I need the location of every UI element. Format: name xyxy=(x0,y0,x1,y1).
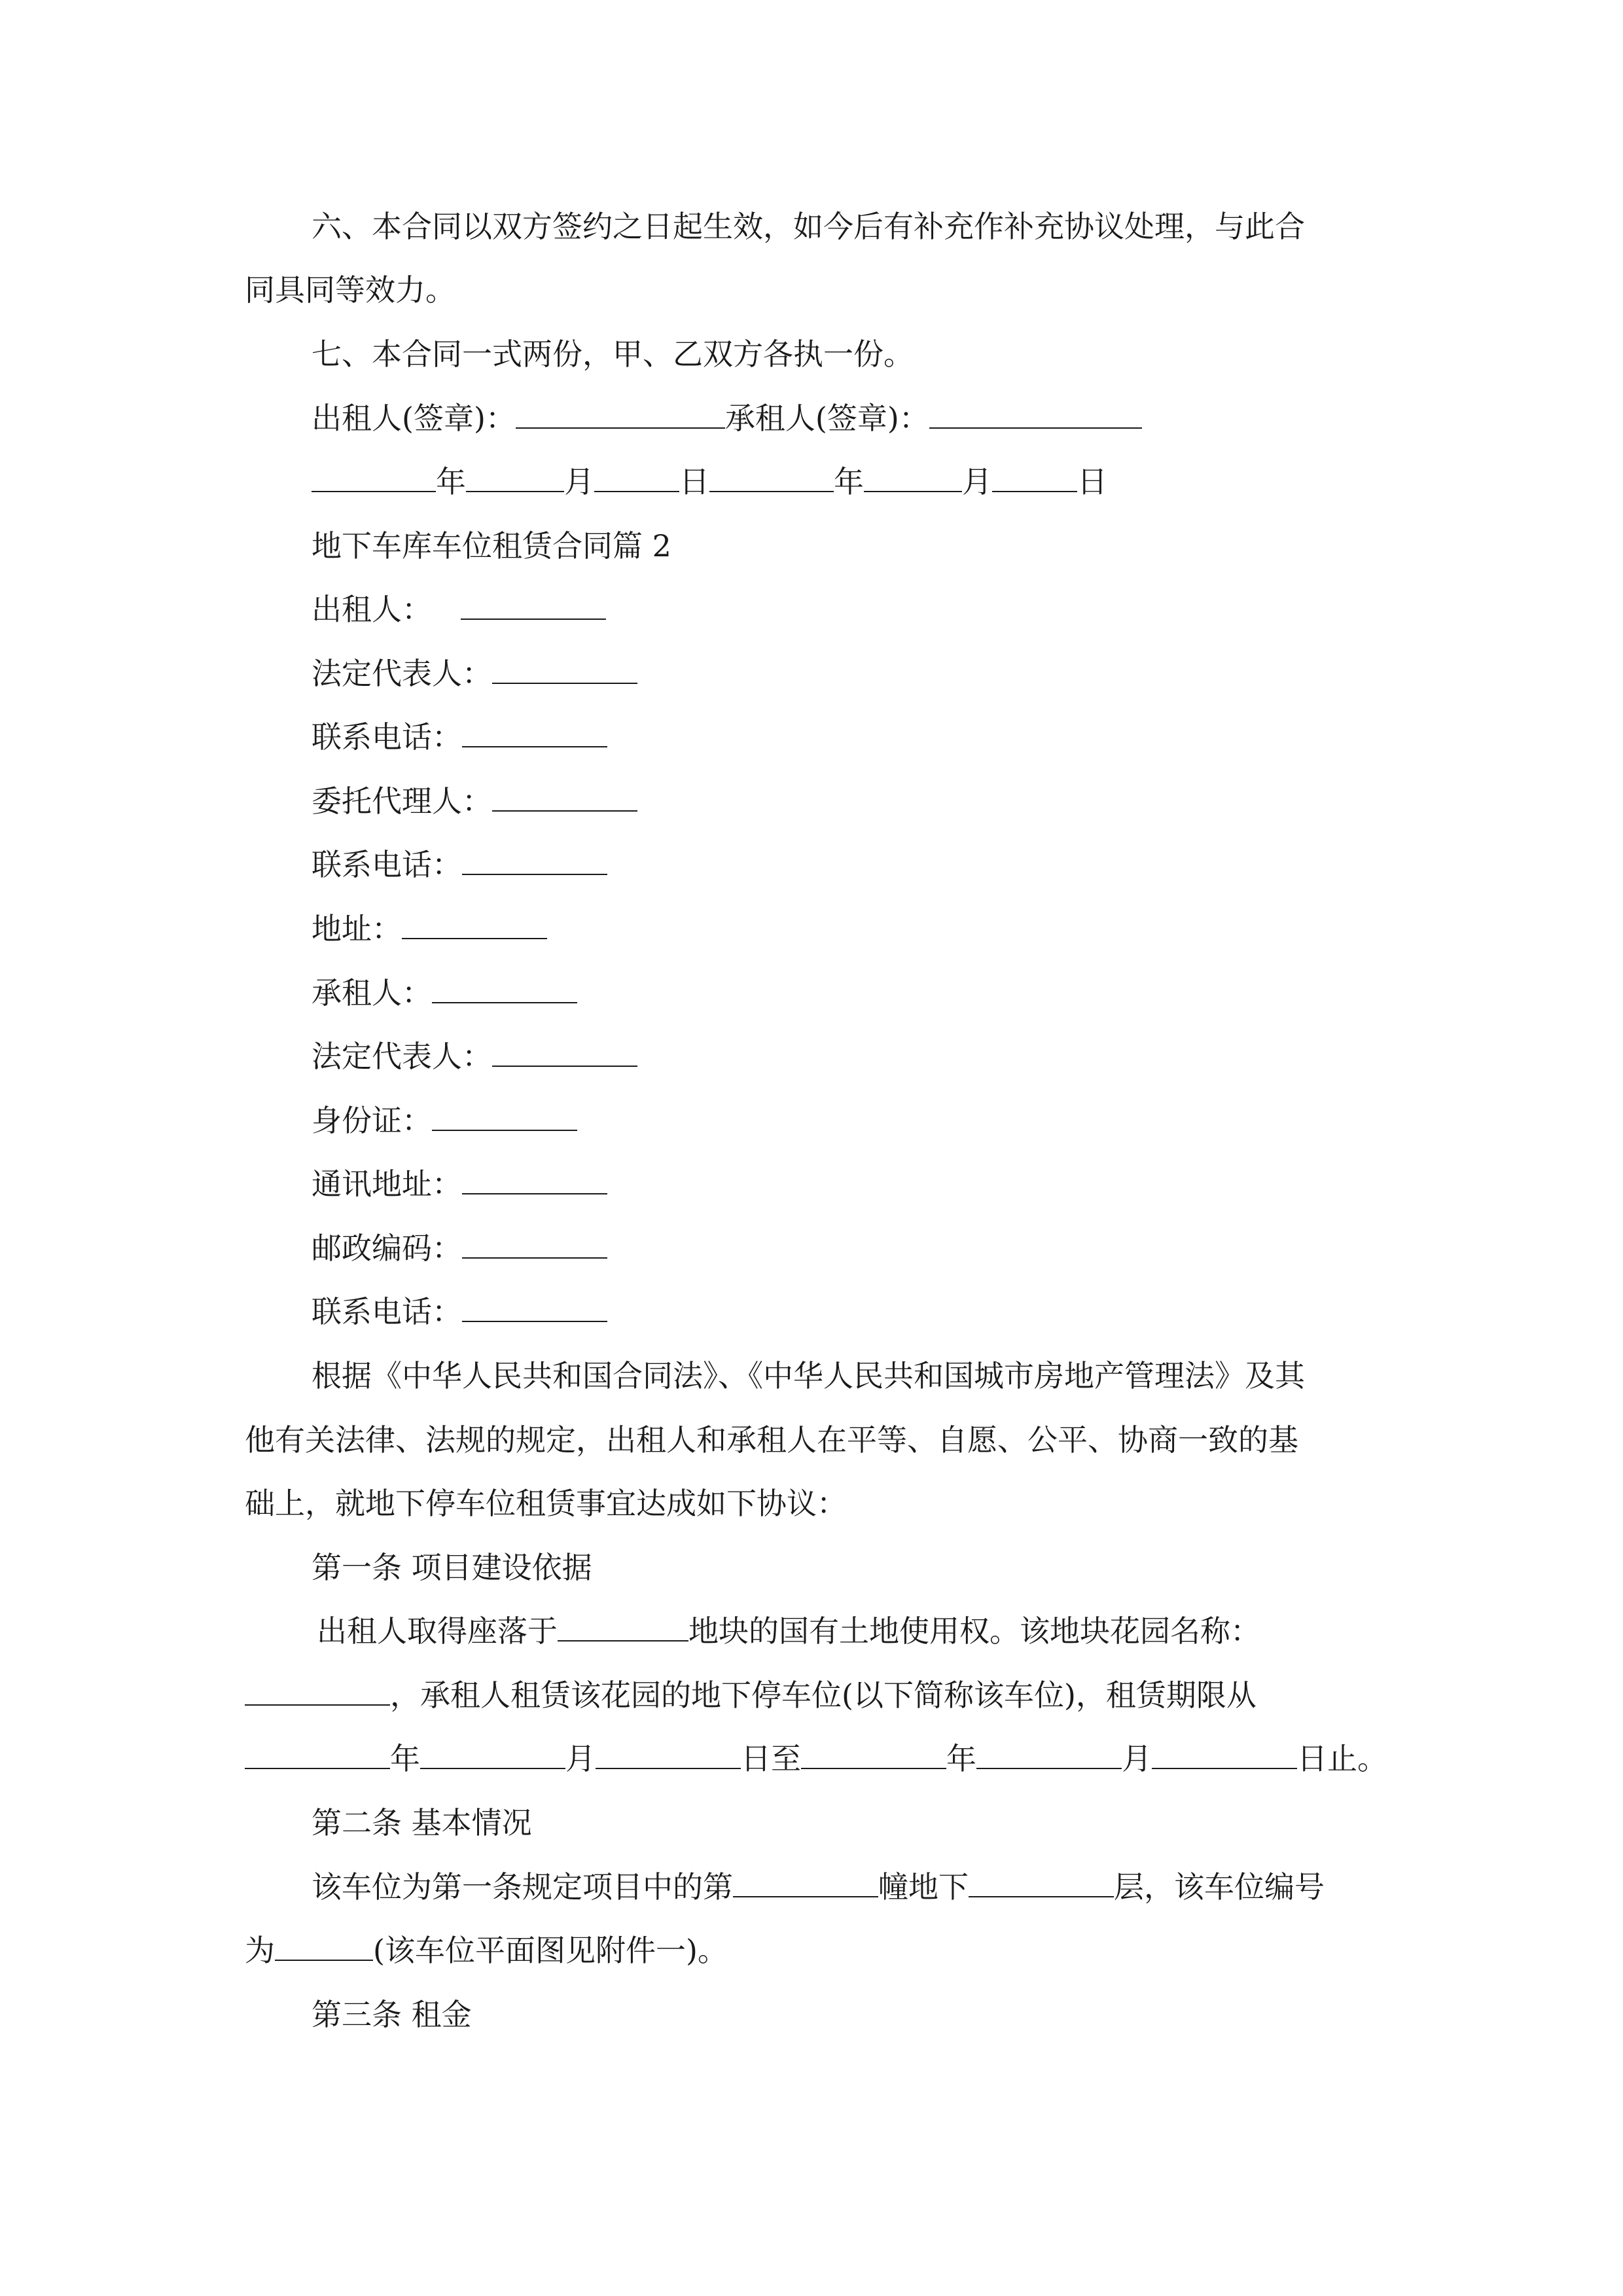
clause-6-line-2: 同具同等效力。 xyxy=(245,272,455,308)
building-blank[interactable] xyxy=(733,1870,878,1897)
field-label: 地址： xyxy=(312,911,402,946)
field-postcode xyxy=(312,1230,607,1269)
date-year-label: 年 xyxy=(390,1741,420,1776)
basis-line-2: 他有关法律、法规的规定，出租人和承租人在平等、自愿、公平、协商一致的基 xyxy=(245,1422,1298,1458)
field-blank[interactable] xyxy=(432,1103,577,1131)
date-blank[interactable] xyxy=(864,465,962,492)
clause-6-line-1: 六、本合同以双方签约之日起生效，如今后有补充作补充协议处理，与此合 xyxy=(312,209,1305,244)
art2-text: (该车位平面图见附件一)。 xyxy=(373,1933,728,1968)
field-label: 通讯地址： xyxy=(312,1166,462,1202)
field-phone-1 xyxy=(312,719,607,758)
lessor-signature-label: 出租人(签章)： xyxy=(312,401,516,436)
basis-line-1: 根据《中华人民共和国合同法》、《中华人民共和国城市房地产管理法》及其 xyxy=(312,1358,1305,1393)
article-1-line-3 xyxy=(245,1740,1387,1780)
article-1-title: 第一条 项目建设依据 xyxy=(312,1550,592,1585)
field-address xyxy=(312,910,547,950)
date-day-label: 日 xyxy=(1077,464,1107,499)
art1-text: 地块的国有土地使用权。该地块花园名称： xyxy=(688,1613,1260,1649)
lessee-signature-label: 承租人(签章)： xyxy=(724,401,929,436)
date-day-label: 日至 xyxy=(741,1741,801,1776)
article-1-line-1 xyxy=(317,1613,1260,1652)
date-blank[interactable] xyxy=(420,1742,565,1769)
date-blank[interactable] xyxy=(976,1742,1122,1769)
field-label: 联系电话： xyxy=(312,1294,462,1329)
field-label: 身份证： xyxy=(312,1103,432,1138)
floor-blank[interactable] xyxy=(969,1870,1114,1897)
date-blank[interactable] xyxy=(801,1742,946,1769)
date-blank[interactable] xyxy=(594,465,679,492)
field-agent xyxy=(312,783,637,822)
date-month-label: 月 xyxy=(564,464,594,499)
field-blank[interactable] xyxy=(462,848,607,875)
date-day-label: 日止。 xyxy=(1297,1741,1387,1776)
date-blank[interactable] xyxy=(709,465,834,492)
art2-text: 层，该车位编号 xyxy=(1114,1869,1325,1905)
field-legal-rep-1 xyxy=(312,655,637,694)
date-month-label: 月 xyxy=(1122,1741,1152,1776)
date-blank[interactable] xyxy=(992,465,1077,492)
field-id-card xyxy=(312,1102,577,1141)
clause-7: 七、本合同一式两份，甲、乙双方各执一份。 xyxy=(312,336,914,372)
art1-text: ，承租人租赁该花园的地下停车位(以下简称该车位)，租赁期限从 xyxy=(390,1677,1257,1713)
field-blank[interactable] xyxy=(462,1295,607,1322)
field-blank[interactable] xyxy=(462,1167,607,1194)
date-blank[interactable] xyxy=(1152,1742,1297,1769)
field-phone-2 xyxy=(312,846,607,886)
article-2-line-2 xyxy=(245,1932,728,1971)
field-blank[interactable] xyxy=(461,592,606,620)
date-blank[interactable] xyxy=(466,465,564,492)
field-blank[interactable] xyxy=(492,1039,637,1067)
art2-text: 该车位为第一条规定项目中的第 xyxy=(312,1869,733,1905)
art2-text: 幢地下 xyxy=(878,1869,969,1905)
date-blank[interactable] xyxy=(596,1742,741,1769)
field-label: 法定代表人： xyxy=(312,1039,492,1074)
date-month-label: 月 xyxy=(962,464,992,499)
article-2-title: 第二条 基本情况 xyxy=(312,1805,532,1840)
field-blank[interactable] xyxy=(492,656,637,684)
land-plot-blank[interactable] xyxy=(558,1614,688,1641)
space-number-blank[interactable] xyxy=(275,1933,373,1961)
field-label: 委托代理人： xyxy=(312,783,492,819)
field-phone-3 xyxy=(312,1293,607,1333)
date-month-label: 月 xyxy=(565,1741,596,1776)
field-legal-rep-2 xyxy=(312,1038,637,1077)
date-day-label: 日 xyxy=(679,464,709,499)
lessor-signature-blank[interactable] xyxy=(516,401,725,429)
article-1-line-2 xyxy=(245,1677,1257,1716)
field-mail-address xyxy=(312,1166,607,1205)
art1-text: 出租人取得座落于 xyxy=(317,1613,558,1649)
article-2-line-1 xyxy=(312,1869,1325,1908)
field-label: 出租人： xyxy=(312,592,432,627)
date-year-label: 年 xyxy=(834,464,864,499)
field-blank[interactable] xyxy=(492,784,637,812)
date-blank[interactable] xyxy=(312,465,436,492)
date-year-label: 年 xyxy=(946,1741,976,1776)
field-blank[interactable] xyxy=(462,720,607,747)
field-blank[interactable] xyxy=(402,912,547,939)
basis-line-3: 础上，就地下停车位租赁事宜达成如下协议： xyxy=(245,1486,847,1521)
field-label: 法定代表人： xyxy=(312,656,492,691)
garden-name-blank[interactable] xyxy=(245,1678,390,1706)
lessee-signature-blank[interactable] xyxy=(929,401,1142,429)
field-label: 邮政编码： xyxy=(312,1230,462,1266)
field-blank[interactable] xyxy=(462,1231,607,1259)
article-3-title: 第三条 租金 xyxy=(312,1997,472,2032)
date-line xyxy=(312,463,1107,503)
section-title: 地下车库车位租赁合同篇 2 xyxy=(312,528,671,564)
date-year-label: 年 xyxy=(436,464,466,499)
signature-line xyxy=(312,400,1142,439)
field-lessor xyxy=(312,591,606,630)
field-label: 联系电话： xyxy=(312,847,462,882)
date-blank[interactable] xyxy=(245,1742,390,1769)
art2-text: 为 xyxy=(245,1933,275,1968)
field-label: 承租人： xyxy=(312,975,432,1011)
field-blank[interactable] xyxy=(432,976,577,1003)
field-lessee xyxy=(312,975,577,1014)
field-label: 联系电话： xyxy=(312,719,462,755)
